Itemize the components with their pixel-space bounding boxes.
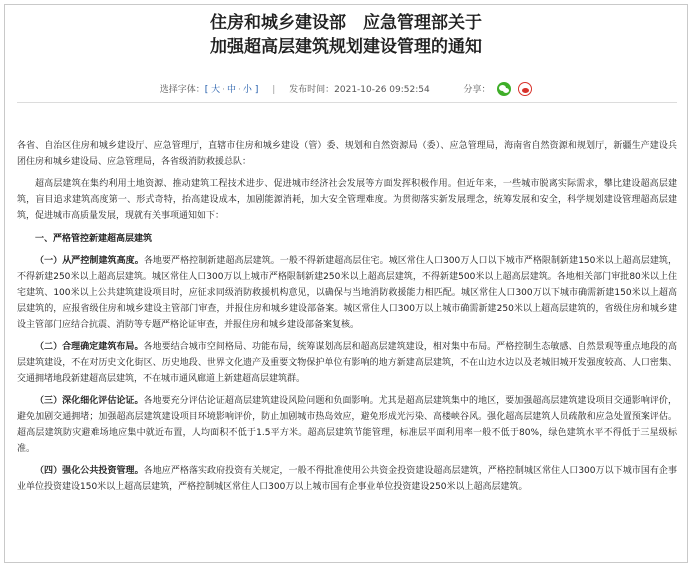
item-paragraph-2	[17, 339, 677, 387]
font-size-separator: ·	[222, 85, 226, 95]
font-size-medium-link[interactable]: 中	[227, 85, 237, 95]
item-heading-1: （一）从严控制建筑高度。	[35, 256, 144, 266]
font-size-separator: ·	[238, 85, 241, 95]
item-heading-4: （四）强化公共投资管理。	[35, 466, 144, 476]
share-label: 分享：	[463, 85, 491, 95]
item-text-1: 各地要严格控制新建超高层建筑。一般不得新建超高层住宅。城区常住人口300万人口以下城市严格限制新建150米以上超高层建筑，不得新建250米以上超高层建筑。城区常住人口300万以上城市严格限制新建250米以上超高层建筑，不得新建500米以上超高层建筑。各地相关部门审批80米以上住宅建筑、100米以上公共建筑建设项目时，应征求同级消防救援机构意见，以确保与当地消防救援能力相匹配。城区常住人口300万以下城市确需新建150米以上超高层建筑的，应报省级住房和城乡建设主管部门审查，并报住房和城乡建设部备案。城区常住人口300万以上城市确需新建250米以上超高层建筑的，省级住房和城乡建设主管部门应结合抗震、消防等专题严格论证审查，并报住房和城乡建设部备案复核。	[17, 256, 677, 330]
wechat-icon[interactable]	[497, 82, 511, 96]
article-title	[5, 11, 687, 59]
font-bracket-open: [	[204, 85, 209, 95]
font-select-label: 选择字体：	[159, 85, 205, 95]
font-bracket-close: ]	[254, 85, 259, 95]
item-text-2: 各地要结合城市空间格局、功能布局，统筹谋划高层和超高层建筑建设，相对集中布局。严格控制生态敏感、自然景观等重点地段的高层建筑建设，不在对历史文化街区、历史地段、世界文化遗产及重要文物保护单位有影响的地方新建高层建筑，不在山边水边以及老城旧城开发强度较高、人口密集、交通拥堵地段新建超高层建筑，不在城市通风廊道上新建超高层建筑群。	[17, 342, 677, 384]
item-text-4: 各地应严格落实政府投资有关规定，一般不得批准使用公共资金投资建设超高层建筑，严格控制城区常住人口300万以下城市国有企事业单位投资建设150米以上超高层建筑，严格控制城区常住人口300万以上城市国有企事业单位投资建设250米以上超高层建筑。	[17, 466, 677, 492]
item-heading-3: （三）深化细化评估论证。	[35, 396, 144, 406]
font-size-small-link[interactable]: 小	[242, 85, 252, 95]
article-frame	[4, 4, 688, 563]
item-paragraph-3	[17, 393, 677, 457]
meta-divider: |	[263, 85, 285, 95]
item-paragraph-4	[17, 463, 677, 495]
item-heading-2: （二）合理确定建筑布局。	[35, 342, 144, 352]
weibo-icon[interactable]	[518, 82, 532, 96]
intro-paragraph: 超高层建筑在集约利用土地资源、推动建筑工程技术进步、促进城市经济社会发展等方面发挥积极作用。但近年来，一些城市脱离实际需求，攀比建设超高层建筑，盲目追求建筑高度第一、形式奇特，抬高建设成本，加剧能源消耗，加大安全管理难度。为贯彻落实新发展理念，统筹发展和安全，科学规划建设管理超高层建筑，促进城市高质量发展，现就有关事项通知如下：	[17, 179, 677, 221]
section-heading: 一、严格管控新建超高层建筑	[35, 234, 153, 244]
article-meta	[5, 82, 687, 97]
font-size-large-link[interactable]: 大	[211, 85, 221, 95]
publish-time: 2021-10-26 09:52:54	[334, 85, 430, 95]
article-body	[17, 138, 677, 495]
title-line-1: 住房和城乡建设部 应急管理部关于	[210, 13, 482, 33]
item-paragraph-1	[17, 253, 677, 333]
header-divider	[17, 102, 677, 103]
publish-time-label: 发布时间：	[289, 85, 335, 95]
item-text-3: 各地要充分评估论证超高层建筑建设风险问题和负面影响。尤其是超高层建筑集中的地区，要加强超高层建筑建设项目交通影响评价，避免加剧交通拥堵；加强超高层建筑建设项目环境影响评价，防止加剧城市热岛效应，避免形成光污染、高楼峡谷风。强化超高层建筑人员疏散和应急处置预案评估。超高层建筑防灾避难场地应集中就近布置，人均面积不低于1.5平方米。超高层建筑节能管理，标准层平面利用率一般不低于80%，绿色建筑水平不得低于三星级标准。	[17, 396, 677, 454]
addressee-paragraph: 各省、自治区住房和城乡建设厅、应急管理厅，直辖市住房和城乡建设（管）委、规划和自然资源局（委）、应急管理局，海南省自然资源和规划厅，新疆生产建设兵团住房和城乡建设局、应急管理局，各省级消防救援总队：	[17, 141, 677, 167]
title-line-2: 加强超高层建筑规划建设管理的通知	[210, 37, 482, 57]
